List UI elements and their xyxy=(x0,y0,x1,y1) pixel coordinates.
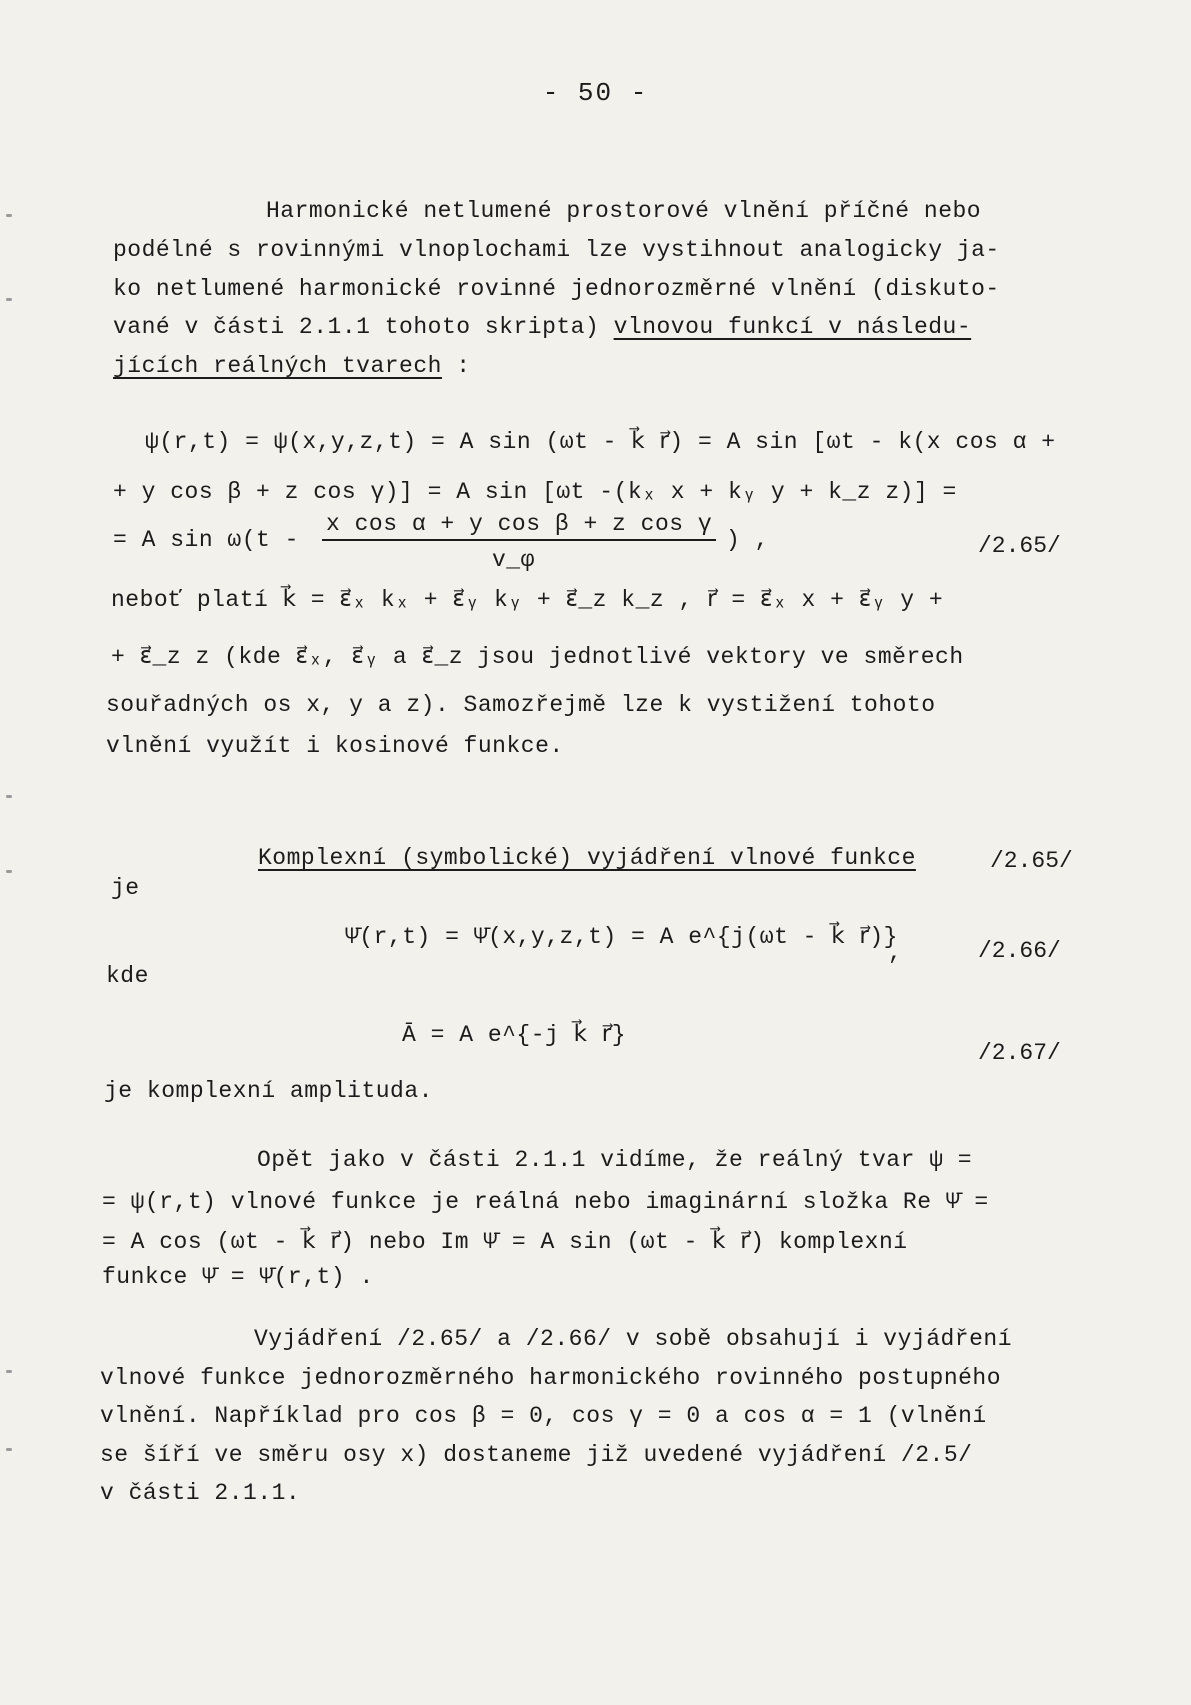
para3-line-5: v části 2.1.1. xyxy=(100,1480,301,1506)
binding-mark xyxy=(6,870,12,873)
para1-line-4-text: vané v části 2.1.1 tohoto skripta) xyxy=(113,314,600,340)
eq-2-66-comma: , xyxy=(888,940,903,966)
section-heading-number: /2.65/ xyxy=(990,848,1073,874)
para3-line-4: se šíří ve směru osy x) dostaneme již uvedené vyjádření /2.5/ xyxy=(100,1442,973,1468)
eq-2-65-line-3-left: = A sin ω(t - xyxy=(113,527,299,553)
definition-line-1: neboť platí k⃗ = ε⃗ₓ kₓ + ε⃗ᵧ kᵧ + ε⃗_z k_z , r⃗ = ε⃗ₓ x + ε⃗ᵧ y + xyxy=(111,587,944,613)
definition-line-3: souřadných os x, y a z). Samozřejmě lze k vystižení tohoto xyxy=(106,692,936,718)
eq-2-65-number: /2.65/ xyxy=(978,533,1061,559)
section-heading xyxy=(258,845,916,871)
binding-mark xyxy=(6,795,12,798)
complex-amplitude-text: je komplexní amplituda. xyxy=(104,1078,433,1104)
para1-line-5-tail: : xyxy=(441,353,471,379)
para2-line-4: funkce Ψ̄ = Ψ̄(r,t) . xyxy=(102,1264,374,1290)
para2-line-2: = ψ(r,t) vlnové funkce je reálná nebo imaginární složka Re Ψ̄ = xyxy=(102,1189,989,1215)
section-heading-text: Komplexní (symbolické) vyjádření vlnové funkce xyxy=(258,845,916,871)
para1-line-2: podélné s rovinnými vlnoplochami lze vystihnout analogicky ja- xyxy=(113,237,1000,263)
para3-line-3: vlnění. Například pro cos β = 0, cos γ = 0 a cos α = 1 (vlnění xyxy=(100,1403,987,1429)
para1-line-5 xyxy=(113,353,471,379)
binding-mark xyxy=(6,1370,12,1373)
binding-mark xyxy=(6,214,12,217)
para1-line-1: Harmonické netlumené prostorové vlnění příčné nebo xyxy=(266,198,982,224)
para3-line-1: Vyjádření /2.65/ a /2.66/ v sobě obsahují i vyjádření xyxy=(254,1326,1013,1352)
eq-2-65-line-3-right: ) , xyxy=(726,527,769,553)
eq-2-66: Ψ̄(r,t) = Ψ̄(x,y,z,t) = A e^{j(ωt - k⃗ r⃗)} xyxy=(345,924,898,950)
para1-line-3: ko netlumené harmonické rovinné jednorozměrné vlnění (diskuto- xyxy=(113,276,1000,302)
para2-line-1: Opět jako v části 2.1.1 vidíme, že reálný tvar ψ = xyxy=(257,1147,973,1173)
eq-2-65-line-1: ψ(r,t) = ψ(x,y,z,t) = A sin (ωt - k⃗ r⃗) = A sin [ωt - k(x cos α + xyxy=(145,429,1056,455)
word-kde: kde xyxy=(106,963,149,989)
binding-mark xyxy=(6,1448,12,1451)
para3-line-2: vlnové funkce jednorozměrného harmonického rovinného postupného xyxy=(100,1365,1002,1391)
eq-2-67: Ā = A e^{-j k⃗ r⃗} xyxy=(402,1022,627,1048)
para2-line-3: = A cos (ωt - k⃗ r⃗) nebo Im Ψ̄ = A sin (ωt - k⃗ r⃗) komplexní xyxy=(102,1229,908,1255)
definition-line-2: + ε⃗_z z (kde ε⃗ₓ, ε⃗ᵧ a ε⃗_z jsou jednotlivé vektory ve směrech xyxy=(111,644,964,670)
eq-2-65-fraction-denominator: v_φ xyxy=(492,547,535,573)
eq-2-65-line-2: + y cos β + z cos γ)] = A sin [ωt -(kₓ x + kᵧ y + k_z z)] = xyxy=(113,479,957,505)
page-number: - 50 - xyxy=(542,78,649,108)
binding-mark xyxy=(6,298,12,301)
para1-underlined-phrase-2: jících reálných tvarech xyxy=(113,353,442,379)
word-je: je xyxy=(111,875,140,901)
definition-line-4: vlnění využít i kosinové funkce. xyxy=(106,733,564,759)
eq-2-66-number: /2.66/ xyxy=(978,938,1061,964)
para1-underlined-phrase: vlnovou funkcí v následu- xyxy=(613,314,972,340)
eq-2-67-number: /2.67/ xyxy=(978,1040,1061,1066)
eq-2-65-fraction-numerator: x cos α + y cos β + z cos γ xyxy=(322,511,716,541)
para1-line-4 xyxy=(113,314,971,340)
